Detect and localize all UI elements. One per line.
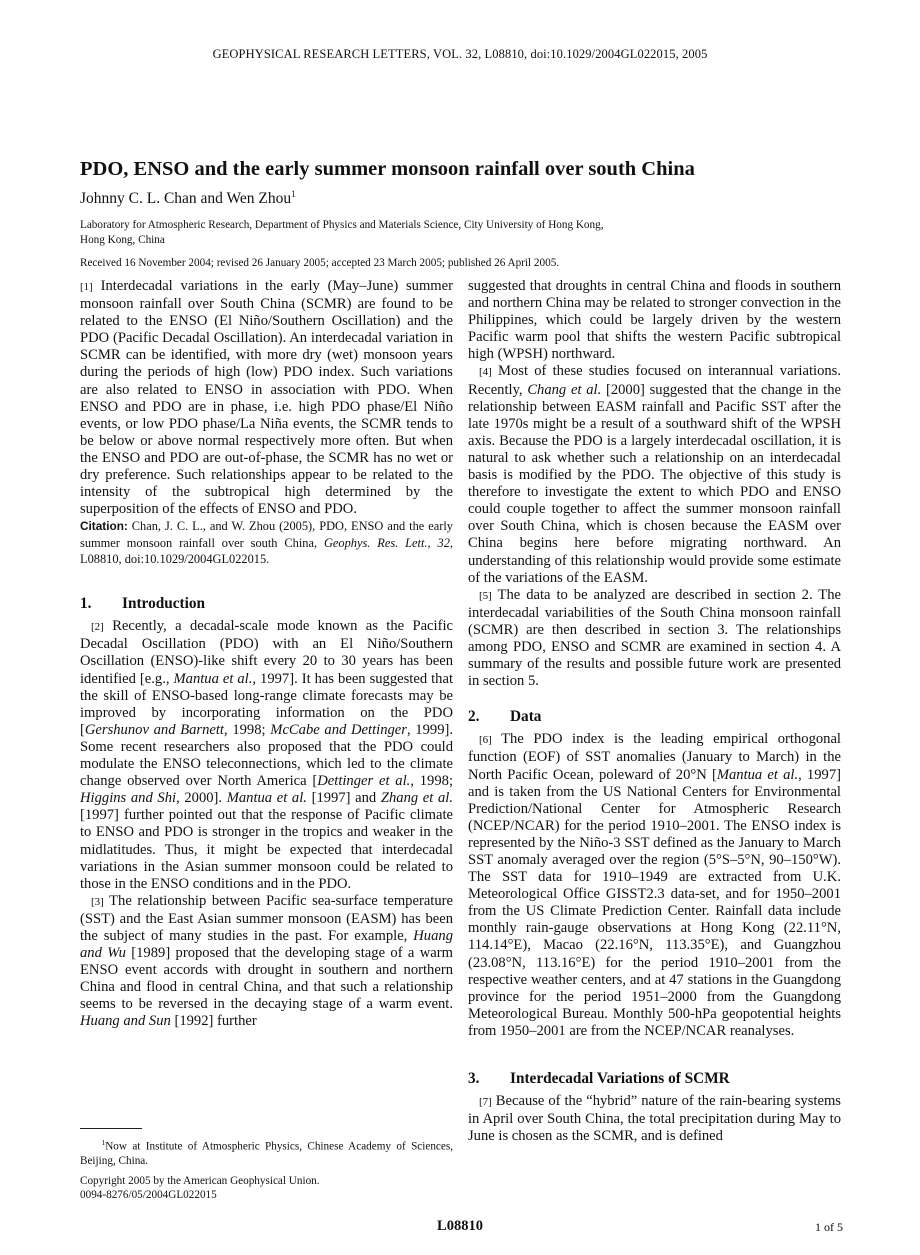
paragraph-number: [6] [479, 734, 492, 747]
text-run: The data to be analyzed are described in section 2. The interdecadal variabilities of the South China monsoon rainfall (SCMR) are then described in section 3. The relationships among PDO, ENSO and SCMR are examined in section 4. A summary of the results and possible future work are presented in section 5. [468, 586, 841, 690]
text-run: , [427, 535, 438, 550]
italic-reference: Geophys. Res. Lett. [323, 535, 428, 550]
section-number: 2. [468, 708, 480, 726]
copyright [80, 1175, 453, 1203]
paragraph [468, 1093, 841, 1145]
section-number: 3. [468, 1070, 480, 1088]
text-run: suggested that droughts in central China and floods in southern and northern China may be related to stronger convection in the Philippines, which could be largely driven by the western Pacific warm pool that shifts the western Pacific subtropical high (WPSH) northward. [468, 278, 841, 363]
italic-reference: Dettinger et al. [317, 773, 411, 790]
paragraph-number: [3] [91, 895, 104, 908]
paragraph-number: [2] [91, 621, 104, 634]
italic-reference: Gershunov and Barnett [84, 721, 224, 738]
received-dates: Received 16 November 2004; revised 26 January 2005; accepted 23 March 2005; published 26 April 2005. [80, 257, 560, 269]
author-names: Johnny C. L. Chan and Wen Zhou [80, 190, 292, 208]
affiliation-line: Hong Kong, China [80, 233, 165, 246]
text-run: Recently, a decadal-scale mode known as the Pacific Decadal Oscillation (PDO) with an El Niño/Southern Oscillation (ENSO)-like shift every 20 to 30 years has been identified [e.g., [80, 618, 453, 687]
text-run: , 2000]. [176, 790, 227, 807]
paragraph [80, 278, 453, 518]
text-run: , 1997]. It has been suggested that the skill of ENSO-based long-range climate forecasts may be improved by incorporating information on the PDO [ [80, 670, 453, 738]
text-run: The PDO index is the leading empirical orthogonal function (EOF) of SST anomalies (January to March) in the North Pacific Ocean, poleward of 20°N [ [468, 731, 841, 783]
text-run: , 1998; [410, 773, 453, 790]
author-footnote-mark: 1 [291, 189, 296, 199]
text-run: [2000] suggested that the change in the relationship between EASM rainfall and Pacific SST after the late 1970s might be a result of a southward shift of the WPSH axis. Because the PDO is a largely interdecadal oscillation, it is natural to ask whether such a relationship on an interdecadal basis is modified by the PDO. The objective of this study is therefore to investigate the extent to which PDO and ENSO could couple together to affect the summer monsoon rainfall over South China, which is chosen because the EASM over China begins here before migrating northward. An understanding of this relationship would provide some estimate of the variations of the EASM. [468, 381, 842, 586]
copyright-line: Copyright 2005 by the American Geophysical Union. [80, 1175, 320, 1187]
paragraph-number: [7] [479, 1096, 492, 1109]
text-run: [1997] and [306, 790, 381, 807]
italic-reference: McCabe and Dettinger [270, 721, 407, 738]
text-run: Chan, J. C. L., and W. Zhou (2005), PDO, ENSO and the early summer monsoon rainfall over south China, [80, 519, 453, 550]
text-run: [1989] proposed that the developing stage of a warm ENSO event accords with drought in southern and northern China and flood in central China, and that such a relationship seems to be reversed in the decaying stage of a warm event. [80, 945, 453, 1013]
italic-reference: 32 [437, 535, 450, 550]
authors [80, 189, 296, 208]
section-title: Data [510, 708, 542, 726]
section-heading [468, 1070, 841, 1087]
article-id: L08810 [437, 1218, 483, 1234]
text-run: [1992] further [170, 1013, 257, 1030]
italic-reference: Huang and Wu [80, 927, 453, 962]
italic-reference: Mantua et al. [226, 790, 307, 807]
paragraph [468, 587, 841, 691]
text-run: Because of the “hybrid” nature of the rain-bearing systems in April over South China, the total precipitation during May to June is chosen as the SCMR, and is defined [468, 1093, 841, 1145]
section-title: Interdecadal Variations of SCMR [510, 1070, 730, 1088]
footnote-rule [80, 1128, 142, 1129]
text-run: Interdecadal variations in the early (May–June) summer monsoon rainfall over South China (SCMR) are found to be related to the ENSO (El Niño/Southern Oscillation) and the PDO (Pacific Decadal Oscillation). An interdecadal variation in SCMR can be identified, with more dry (wet) monsoon years during the periods of high (low) PDO index. Such variations are also related to ENSO in association with PDO. When ENSO and PDO are in phase, i.e. high PDO phase/El Niño events, or low PDO phase/La Niña events, the SCMR tends to be below or above normal respectively more often. But when the ENSO and PDO are out-of-phase, the SCMR has no wet or dry preference. Such relationships appear to be related to the intensity of the subtropical high determined by the superposition of the effects of ENSO and PDO. [80, 278, 453, 518]
footnote-text: Now at Institute of Atmospheric Physics, Chinese Academy of Sciences, Beijing, China. [80, 1140, 454, 1167]
page-number: 1 of 5 [815, 1220, 843, 1234]
issn-line: 0094-8276/05/2004GL022015 [80, 1188, 217, 1201]
text-run: The relationship between Pacific sea-surface temperature (SST) and the East Asian summer monsoon (EASM) has been the subject of many studies in the past. For example, [80, 892, 453, 944]
italic-reference: Zhang et al. [380, 790, 453, 807]
citation-label: Citation: [80, 519, 128, 534]
text-run: [1997] further pointed out that the response of Pacific climate to ENSO and PDO is stronger in the tropics and weaker in the midlatitudes. Thus, it might be expected that interdecadal variations in the Asian summer monsoon could be related to those in the ENSO conditions and in the PDO. [80, 807, 453, 892]
italic-reference: Mantua et al. [173, 670, 253, 687]
paragraph [468, 731, 841, 1040]
affiliation-line: Laboratory for Atmospheric Research, Department of Physics and Materials Science, City University of Hong Kong, [80, 219, 604, 231]
footnote-mark: 1 [101, 1138, 106, 1147]
section-number: 1. [80, 595, 92, 613]
italic-reference: Higgins and Shi [80, 790, 177, 807]
italic-reference: Chang et al. [527, 381, 602, 398]
text-run: , 1998; [223, 721, 271, 738]
footnote [80, 1136, 453, 1168]
paragraph-number: [5] [479, 589, 492, 602]
paragraph [80, 618, 453, 893]
paragraph-number: [1] [80, 281, 93, 293]
right-column [468, 278, 841, 1145]
paragraph-number: [4] [479, 366, 492, 379]
citation [80, 518, 453, 567]
section-title: Introduction [122, 595, 206, 613]
paragraph [468, 278, 841, 363]
text-run: , 1997] and is taken from the US National Centers for Environmental Prediction/National Center for Atmospheric Research (NCEP/NCAR) for the period 1910–2001. The ENSO index is represented by the Niño-3 SST defined as the January to March SST anomaly averaged over the region (5°S–5°N, 90–150°W). The SST data for 1910–1949 are extracted from U.K. Meteorological Office GISST2.3 data-set, and for 1950–2001 from the US Climate Prediction Center. Rainfall data include monthly rain-gauge observations at Hong Kong (22.11°N, 114.14°E), Macao (22.16°N, 113.35°E), and Guangzhou (23.08°N, 113.16°E) for the period 1910–2001 from the respective weather centers, and at 47 stations in the Guangdong province for the period 1951–2000 from the Guangdong Meteorological Bureau. Monthly 500-hPa geopotential heights from 1950–2001 are from the NCEP/NCAR reanalyses. [468, 766, 841, 1039]
italic-reference: Mantua et al. [716, 766, 799, 783]
text-run: , L08810, doi:10.1029/2004GL022015. [80, 535, 454, 566]
section-heading [80, 595, 453, 612]
text-run: , 1999]. Some recent researchers also proposed that the PDO could modulate the ENSO teleconnections, which led to the climate change observed over North America [ [80, 721, 453, 790]
running-header: GEOPHYSICAL RESEARCH LETTERS, VOL. 32, L08810, doi:10.1029/2004GL022015, 2005 [212, 47, 708, 61]
section-heading [468, 708, 841, 725]
left-column [80, 278, 453, 1031]
affiliation [80, 218, 720, 247]
italic-reference: Huang and Sun [80, 1013, 171, 1030]
paragraph [80, 893, 453, 1031]
text-run: Most of these studies focused on interannual variations. Recently, [468, 363, 841, 398]
paper-title: PDO, ENSO and the early summer monsoon rainfall over south China [80, 158, 695, 180]
paragraph [468, 363, 841, 586]
